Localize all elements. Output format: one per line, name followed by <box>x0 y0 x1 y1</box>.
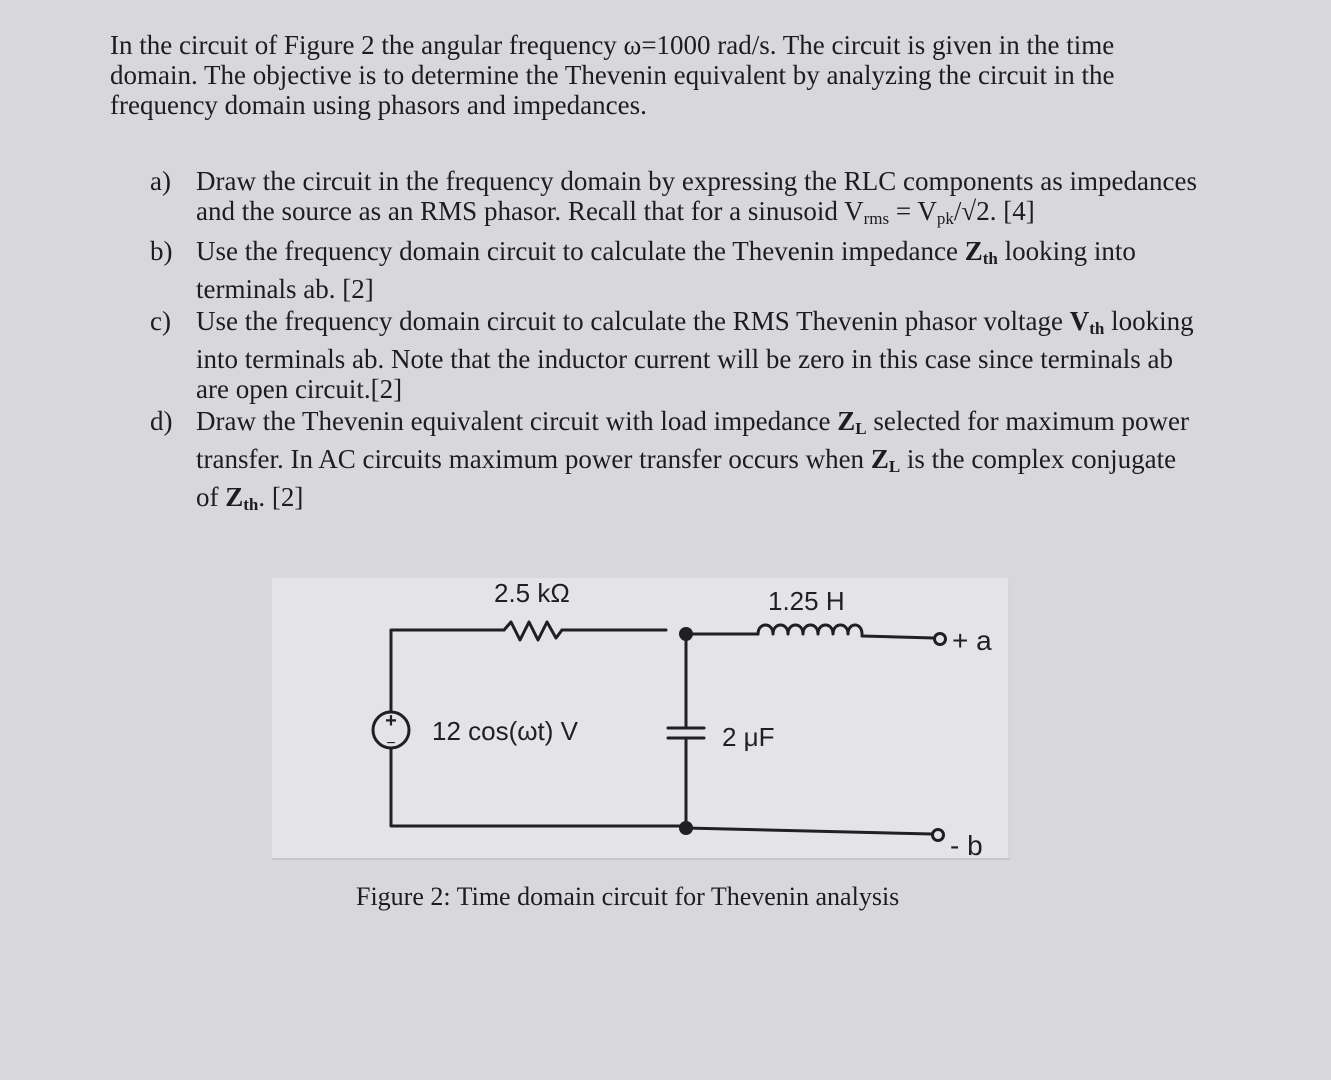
part-b <box>150 236 1200 304</box>
junction-top <box>679 627 693 641</box>
bold-symbol: V <box>1069 306 1090 336</box>
part-text-segment: is the complex conjugate of <box>196 444 1177 512</box>
part-text-segment: Draw the circuit in the frequency domain by expressing the RLC components as impedances and the source as an RMS phasor. Recall that for a sinusoid V <box>196 166 1197 226</box>
part-text-segment: = V <box>889 196 937 226</box>
figure-caption: Figure 2: Time domain circuit for Thevenin analysis <box>356 882 900 911</box>
bold-symbol: Z <box>870 444 889 474</box>
circuit-figure <box>272 578 1010 860</box>
part-text-segment: looking into terminals ab. Note that the inductor current will be zero in this case since terminals ab are open circuit.[2] <box>196 306 1194 404</box>
part-text <box>196 406 1200 520</box>
terminal-b-node <box>933 830 944 841</box>
resistor-label: 2.5 kΩ <box>494 578 570 608</box>
part-text <box>196 166 1200 234</box>
part-label: d) <box>150 406 173 436</box>
part-text <box>196 236 1200 304</box>
subscript: th <box>982 249 998 268</box>
bold-symbol: Z <box>225 482 244 512</box>
bold-symbol: Z <box>837 406 856 436</box>
subscript: L <box>888 457 901 476</box>
bold-symbol: Z <box>964 236 983 266</box>
subscript: L <box>855 419 867 438</box>
subscript: rms <box>863 209 890 228</box>
part-text-segment: Use the frequency domain circuit to calculate the RMS Thevenin phasor voltage <box>196 306 1070 336</box>
source-plus-sign: + <box>385 710 397 732</box>
terminal-a-label: + a <box>952 625 992 656</box>
junction-bottom <box>679 821 693 835</box>
part-c <box>150 306 1200 404</box>
circuit-diagram <box>272 578 1010 860</box>
part-text <box>196 306 1200 404</box>
inductor-label: 1.25 H <box>768 586 845 616</box>
part-label: a) <box>150 166 171 196</box>
part-text-segment: Use the frequency domain circuit to calculate the Thevenin impedance <box>196 236 965 266</box>
terminal-b-label: - b <box>950 830 983 860</box>
question-parts <box>150 166 1200 522</box>
part-label: c) <box>150 306 171 336</box>
part-text-segment: looking into terminals ab. [2] <box>196 236 1136 304</box>
figure-background <box>272 578 1010 860</box>
part-a <box>150 166 1200 234</box>
problem-intro: In the circuit of Figure 2 the angular frequency ω=1000 rad/s. The circuit is given in the time domain. The objective is to determine the Thevenin equivalent by analyzing the circuit in the frequency domain using phasors and impedances. <box>110 30 1115 120</box>
part-text-segment: Draw the Thevenin equivalent circuit with load impedance <box>196 406 838 436</box>
part-text-segment: selected for maximum power transfer. In AC circuits maximum power transfer occurs when <box>196 406 1190 474</box>
source-minus-sign: − <box>386 735 396 752</box>
source-label: 12 cos(ωt) V <box>432 716 579 746</box>
part-d <box>150 406 1200 520</box>
wire-to-terminal-a <box>862 636 934 638</box>
capacitor-label: 2 μF <box>722 722 775 752</box>
part-text-segment: . [2] <box>258 482 304 512</box>
part-text-segment: /√2. [4] <box>953 196 1035 226</box>
subscript: th <box>243 495 259 514</box>
subscript: th <box>1089 319 1105 338</box>
subscript: pk <box>936 209 954 228</box>
terminal-a-node <box>935 634 946 645</box>
part-label: b) <box>150 236 173 266</box>
